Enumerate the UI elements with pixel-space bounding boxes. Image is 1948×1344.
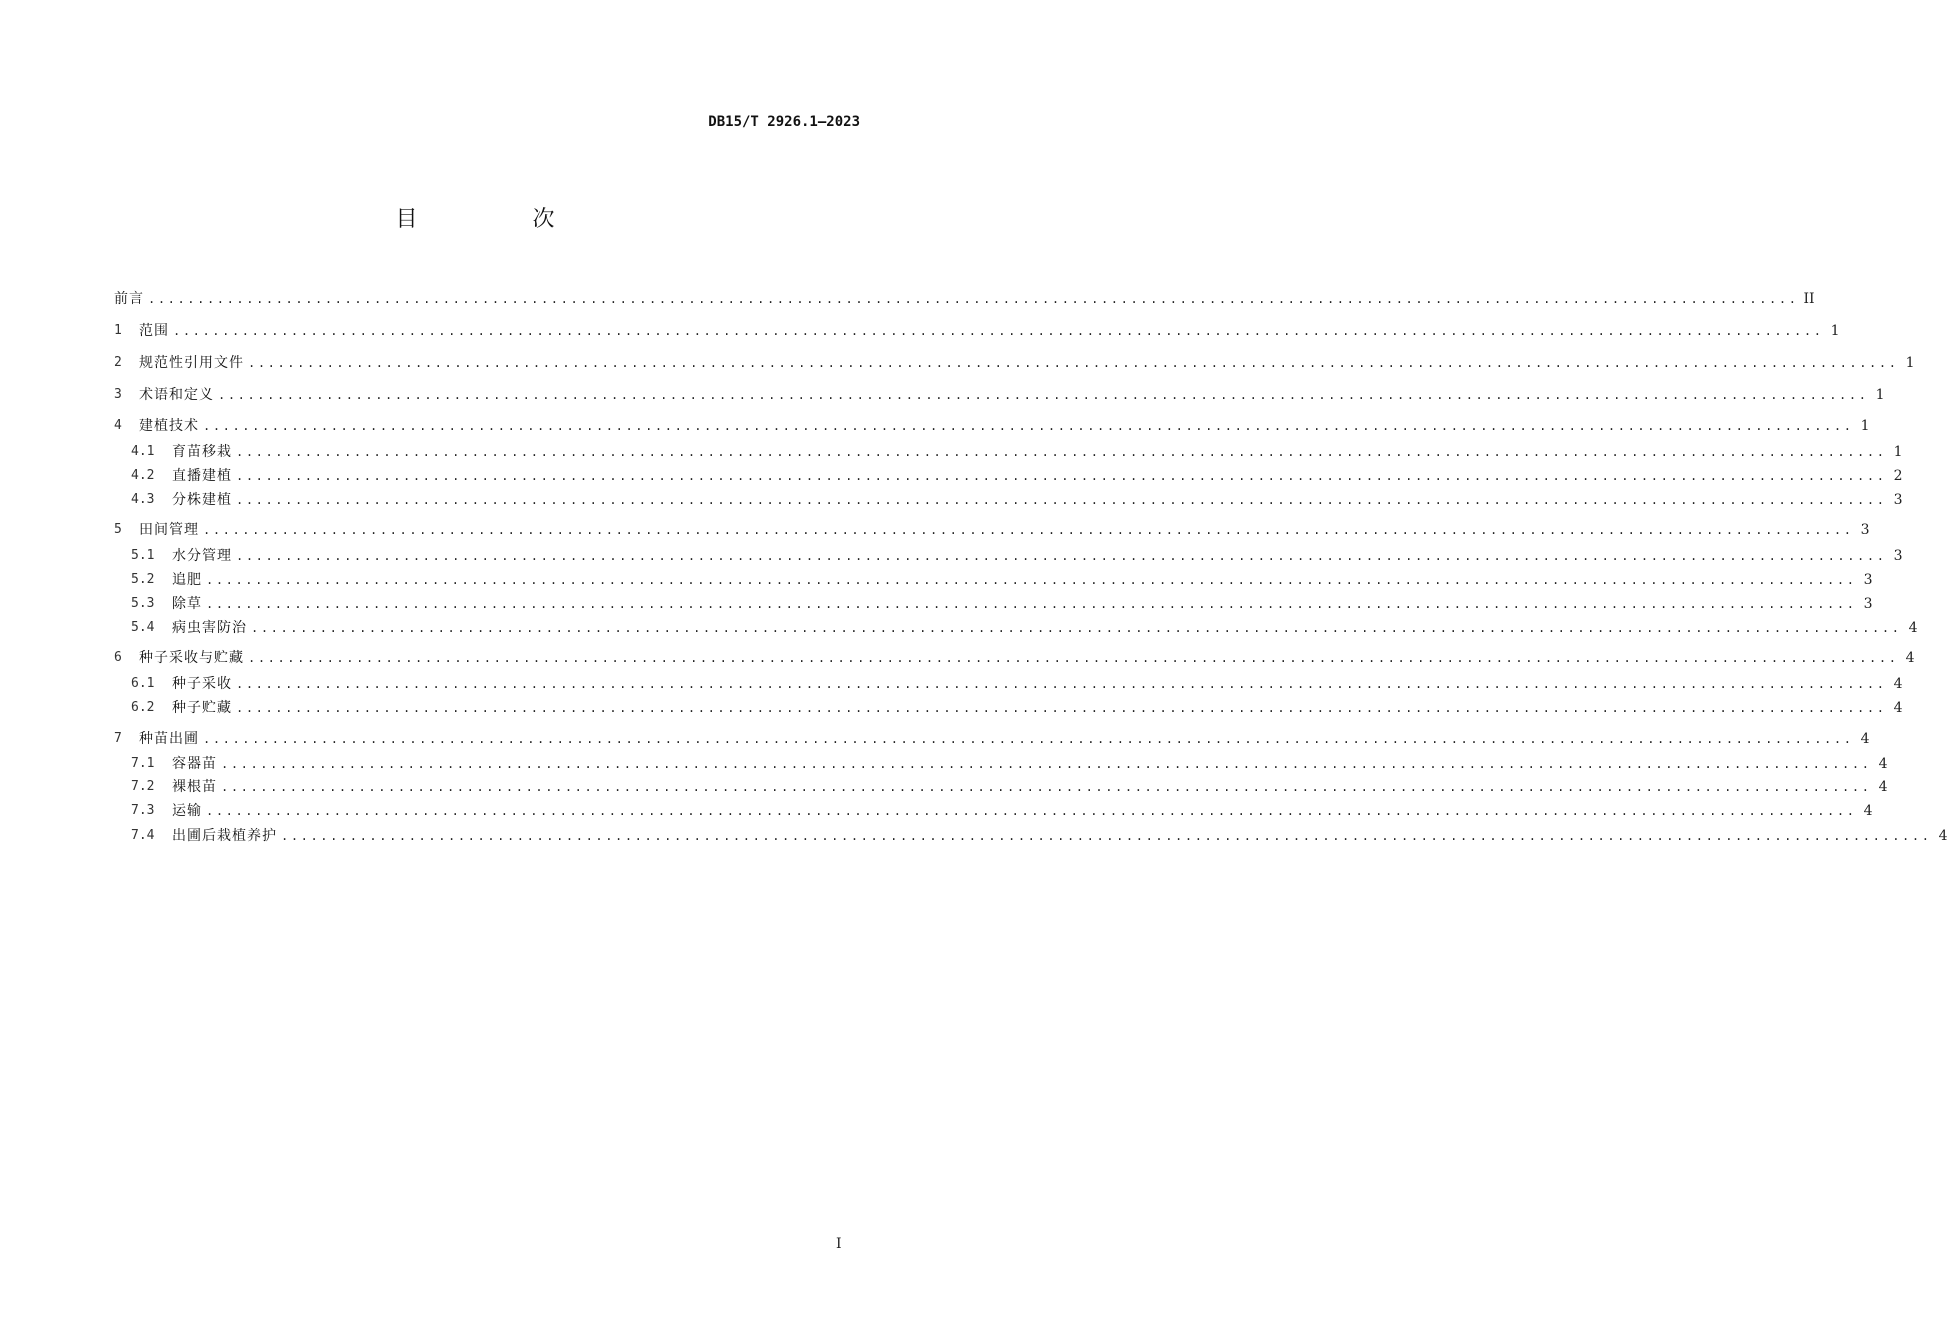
toc-entry-scope[interactable] [114, 320, 1840, 342]
toc-entry-container-seedling[interactable] [114, 753, 1888, 775]
toc-entry-label: 规范性引用文件 [139, 355, 244, 371]
toc-entry-division[interactable] [114, 489, 1903, 511]
toc-entry-label: 范围 [139, 323, 169, 339]
dot-leader: ........................................................................................................................................................................ [218, 388, 1869, 402]
toc-entry-page: 3 [1893, 492, 1903, 508]
toc-entry-normative-references[interactable] [114, 352, 1915, 374]
toc-entry-label: 术语和定义 [139, 387, 214, 403]
standard-code: DB15/T 2926.1—2023 [708, 114, 860, 130]
toc-entry-number: 1 [114, 323, 122, 338]
toc-entry-seed-harvest[interactable] [114, 673, 1903, 695]
toc-entry-number: 6.1 [131, 676, 155, 691]
dot-leader: ........................................................................................................................................................................ [206, 597, 1857, 611]
toc-entry-label: 种子贮藏 [172, 700, 232, 716]
toc-entry-label: 种子采收与贮藏 [139, 650, 244, 666]
dot-leader: ........................................................................................................................................................................ [251, 621, 1902, 635]
page-number: I [836, 1236, 842, 1252]
toc-entry-number: 4.1 [131, 444, 155, 459]
dot-leader: ........................................................................................................................................................................ [236, 493, 1887, 507]
toc-entry-page: 1 [1830, 323, 1840, 339]
toc-entry-topdressing[interactable] [114, 569, 1873, 591]
toc-entry-page: 3 [1863, 596, 1873, 612]
dot-leader: ........................................................................................................................................................................ [236, 549, 1887, 563]
toc-entry-number: 2 [114, 355, 122, 370]
toc-entry-seedling-transplant[interactable] [114, 441, 1903, 463]
dot-leader: ........................................................................................................................................................................ [206, 804, 1857, 818]
toc-entry-label: 建植技术 [139, 418, 199, 434]
toc-entry-label: 除草 [172, 596, 202, 612]
dot-leader: ........................................................................................................................................................................ [206, 573, 1857, 587]
toc-entry-number: 5 [114, 522, 122, 537]
toc-entry-page: 4 [1863, 803, 1873, 819]
dot-leader: ........................................................................................................................................................................ [203, 523, 1854, 537]
toc-entry-page: 4 [1860, 731, 1870, 747]
toc-entry-page: 3 [1893, 548, 1903, 564]
dot-leader: ........................................................................................................................................................................ [236, 701, 1887, 715]
toc-entry-page: 4 [1878, 779, 1888, 795]
toc-entry-page: 1 [1860, 418, 1870, 434]
toc-entry-seedling-release[interactable] [114, 728, 1870, 750]
toc-entry-number: 5.4 [131, 620, 155, 635]
toc-entry-number: 5.2 [131, 572, 155, 587]
dot-leader: ........................................................................................................................................................................ [221, 780, 1872, 794]
dot-leader: ........................................................................................................................................................................ [236, 445, 1887, 459]
toc-entry-page: 3 [1863, 572, 1873, 588]
toc-entry-label: 容器苗 [172, 756, 217, 772]
table-of-contents [114, 0, 1948, 1344]
toc-entry-number: 5.3 [131, 596, 155, 611]
toc-entry-direct-seeding[interactable] [114, 465, 1903, 487]
toc-entry-seed-storage[interactable] [114, 697, 1903, 719]
toc-entry-page: II [1803, 291, 1815, 307]
toc-entry-terms[interactable] [114, 384, 1885, 406]
toc-entry-number: 3 [114, 387, 122, 402]
toc-entry-page: 2 [1893, 468, 1903, 484]
toc-entry-page: 4 [1893, 700, 1903, 716]
toc-entry-number: 6 [114, 650, 122, 665]
toc-entry-number: 4 [114, 418, 122, 433]
toc-entry-page: 1 [1905, 355, 1915, 371]
dot-leader: ........................................................................................................................................................................ [148, 292, 1799, 306]
toc-entry-label: 田间管理 [139, 522, 199, 538]
toc-entry-number: 5.1 [131, 548, 155, 563]
page-title: 目 次 [395, 207, 609, 232]
toc-entry-bare-root-seedling[interactable] [114, 776, 1888, 798]
toc-entry-page: 1 [1893, 444, 1903, 460]
toc-entry-page: 4 [1908, 620, 1918, 636]
toc-entry-page: 3 [1860, 522, 1870, 538]
toc-entry-label: 水分管理 [172, 548, 232, 564]
toc-entry-label: 种子采收 [172, 676, 232, 692]
toc-entry-number: 6.2 [131, 700, 155, 715]
toc-entry-page: 1 [1875, 387, 1885, 403]
toc-entry-weeding[interactable] [114, 593, 1873, 615]
dot-leader: ........................................................................................................................................................................ [173, 324, 1824, 338]
toc-entry-label: 追肥 [172, 572, 202, 588]
toc-entry-label: 育苗移栽 [172, 444, 232, 460]
toc-entry-label: 运输 [172, 803, 202, 819]
toc-entry-page: 4 [1878, 756, 1888, 772]
toc-entry-pest-control[interactable] [114, 617, 1918, 639]
dot-leader: ........................................................................................................................................................................ [248, 651, 1899, 665]
toc-entry-label: 前言 [114, 291, 144, 307]
toc-entry-label: 直播建植 [172, 468, 232, 484]
toc-entry-number: 4.2 [131, 468, 155, 483]
toc-entry-number: 7.1 [131, 756, 155, 771]
toc-entry-page: 4 [1938, 828, 1948, 844]
toc-entry-label: 病虫害防治 [172, 620, 247, 636]
dot-leader: ........................................................................................................................................................................ [248, 356, 1899, 370]
toc-entry-number: 4.3 [131, 492, 155, 507]
toc-entry-number: 7.4 [131, 828, 155, 843]
dot-leader: ........................................................................................................................................................................ [203, 419, 1854, 433]
toc-entry-establishment[interactable] [114, 415, 1870, 437]
toc-entry-page: 4 [1905, 650, 1915, 666]
dot-leader: ........................................................................................................................................................................ [281, 829, 1932, 843]
toc-entry-seed-harvest-storage[interactable] [114, 647, 1915, 669]
toc-entry-post-planting-care[interactable] [114, 825, 1948, 847]
toc-entry-number: 7 [114, 731, 122, 746]
toc-entry-preface[interactable] [114, 288, 1815, 310]
toc-entry-page: 4 [1893, 676, 1903, 692]
toc-entry-label: 种苗出圃 [139, 731, 199, 747]
toc-entry-number: 7.3 [131, 803, 155, 818]
dot-leader: ........................................................................................................................................................................ [236, 677, 1887, 691]
toc-entry-number: 7.2 [131, 779, 155, 794]
toc-entry-transport[interactable] [114, 800, 1873, 822]
toc-entry-label: 出圃后栽植养护 [172, 828, 277, 844]
toc-entry-field-management[interactable] [114, 519, 1870, 541]
toc-entry-label: 裸根苗 [172, 779, 217, 795]
dot-leader: ........................................................................................................................................................................ [203, 732, 1854, 746]
toc-entry-label: 分株建植 [172, 492, 232, 508]
dot-leader: ........................................................................................................................................................................ [221, 757, 1872, 771]
toc-entry-water-management[interactable] [114, 545, 1903, 567]
dot-leader: ........................................................................................................................................................................ [236, 469, 1887, 483]
